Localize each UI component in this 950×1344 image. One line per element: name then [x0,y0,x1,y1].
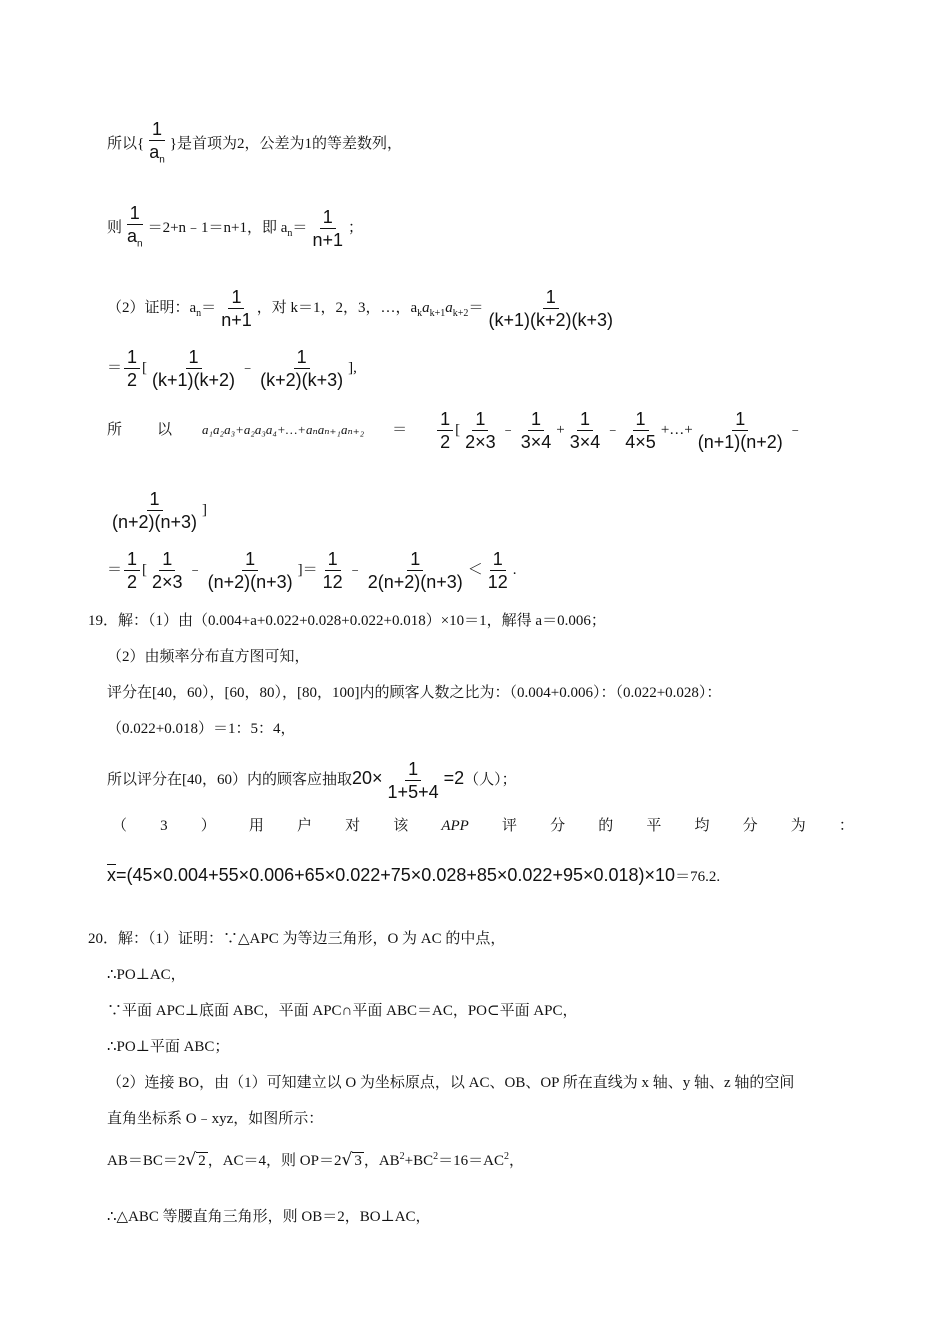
q20-line-7: AB＝BC＝2√ 2 ，AC＝4，则 OP＝2√ 3 ，$AB^2+BC^2=16=AC^2$， [107,1150,524,1170]
line-sequence-reciprocal: 所以{ $\frac{1}{a_n}$ }是首项为2，公差为1的等差数列， [107,118,402,172]
fraction-n2-n3: $\frac{1}{(n+2)(n+3)}$ [207,549,293,592]
q20-line-4: ∴PO⊥平面 ABC； [107,1039,230,1055]
q20-line-1: 20．解：（1）证明：∵△APC 为等边三角形，O 为 AC 的中点， [88,931,506,947]
q20-line-6: 直角坐标系 O﹣xyz，如图所示： [107,1111,324,1127]
q20-line-8: ∴△ABC 等腰直角三角形，则 OB＝2，BO⊥AC， [107,1209,431,1225]
fraction-1-over-12: $\frac{1}{12}$ [487,549,508,592]
q19-line-2: （2）由频率分布直方图可知， [107,649,310,665]
q19-line-7: $\overline{x}=(45\times 0.004+55\times 0.006+65\times 0.022+75\times 0.028+85\times 0.022+95\times 0.018)\times 10=76.2$. [107,865,721,885]
line-proof-start: （2）证明：$a_n=$ $\frac{1}{n+1}$ ，对 k＝1，2，3，…，$a_ka_{k+1}a_{k+2}=$ $\frac{1}{(k+1)(k+2)(k+3)}$ [107,286,618,331]
line-sum-tail: $\frac{1}{(n+2)(n+3)}$ ] [107,488,207,533]
sqrt-sign: √ [185,1150,197,1170]
q19-line-6: （ 3 ） 用 户 对 该 APP 评 分 的 平 均 分 为 ： [112,818,854,834]
line-partial-fraction: ＝ $\frac{1}{2}$ [ $\frac{1}{(k+1)(k+2)}$ ﹣ $\frac{1}{(k+2)(k+3)}$ ], [107,347,357,390]
sqrt-sign: √ [341,1150,353,1170]
fraction-4x5: $\frac{1}{4\times 5}$ [625,409,656,452]
q19-line-4: （0.022+0.018）＝1：5：4， [107,721,296,737]
fraction-k1-k2: $\frac{1}{(k+1)(k+2)}$ [152,347,236,390]
q19-line-1: 19．解：（1）由（0.004+a+0.022+0.028+0.022+0.018）×10＝1，解得 a＝0.006； [88,613,606,629]
q20-line-5: （2）连接 BO，由（1）可知建立以 O 为坐标原点，以 AC、OB、OP 所在直线为 x 轴、y 轴、z 轴的空间 [107,1075,795,1091]
q20-line-3: ∵平面 APC⊥底面 ABC，平面 APC∩平面 ABC＝AC，PO⊂平面 APC， [107,1003,578,1019]
fraction-n1-n2: $\frac{1}{(n+1)(n+2)}$ [697,409,783,452]
line-an-formula: 则 $\frac{1}{a_n}$ ＝2+n﹣1＝n+1，即 $a_n=$ $\frac{1}{n+1}$ ； [107,202,363,256]
fraction-half: $\frac{1}{2}$ [124,548,140,593]
fraction-1-over-n-plus-1: $\frac{1}{n+1}$ [312,207,343,251]
fraction-1-over-an: $\frac{1}{a_n}$ [149,119,165,166]
fraction-2x3: $\frac{1}{2\times 3}$ [152,549,183,592]
fraction-1-over-k-product: $\frac{1}{(k+1)(k+2)(k+3)}$ [488,287,613,330]
fraction-1-over-an: $\frac{1}{a_n}$ [127,203,143,250]
fraction-3x4-a: $\frac{1}{3\times 4}$ [520,409,552,452]
fraction-half: $\frac{1}{2}$ [124,346,140,391]
fraction-1-over-10: $\frac{1}{1+5+4}$ [387,759,439,802]
fraction-k2-k3: $\frac{1}{(k+2)(k+3)}$ [260,347,344,390]
fraction-1-over-12: $\frac{1}{12}$ [322,549,343,592]
fraction-2-n2-n3: $\frac{1}{2(n+2)(n+3)}$ [367,549,463,592]
fraction-2x3: $\frac{1}{2\times 3}$ [465,409,496,452]
fraction-half: $\frac{1}{2}$ [437,408,453,453]
q20-line-2: ∴PO⊥AC， [107,967,186,983]
fraction-3x4-b: $\frac{1}{3\times 4}$ [569,409,601,452]
fraction-n2-n3: $\frac{1}{(n+2)(n+3)}$ [112,489,198,532]
line-sum-expansion: 所 以 a₁a₂a₃+a₂a₃a₄+…+aₙaₙ₊₁aₙ₊₂ ＝ $\frac{1}{2}$ [ $\frac{1}{2\times 3}$ ﹣ $\frac{1}{3\times 4}$ + $\frac{1}{3\times 4}$ ﹣ $\frac{1}{4\times 5}$ +…+ $\frac{1}{(n+1)(n+2)}$ ﹣ [107,409,803,452]
fraction-1-over-n-plus-1: $\frac{1}{n+1}$ [221,287,252,330]
q19-line-3: 评分在[40，60），[60，80），[80，100]内的顾客人数之比为：（0.004+0.006）：（0.022+0.028）： [107,685,722,701]
q19-line-5: 所以评分在[40，60）内的顾客应抽取20× $\frac{1}{1+5+4}$ =2（人）； [107,759,517,802]
line-sum-result: ＝ $\frac{1}{2}$ [ $\frac{1}{2\times 3}$ ﹣ $\frac{1}{(n+2)(n+3)}$ ]＝ $\frac{1}{12}$ ﹣ $\frac{1}{2(n+2)(n+3)}$ ＜ $\frac{1}{12}$ . [107,549,517,592]
